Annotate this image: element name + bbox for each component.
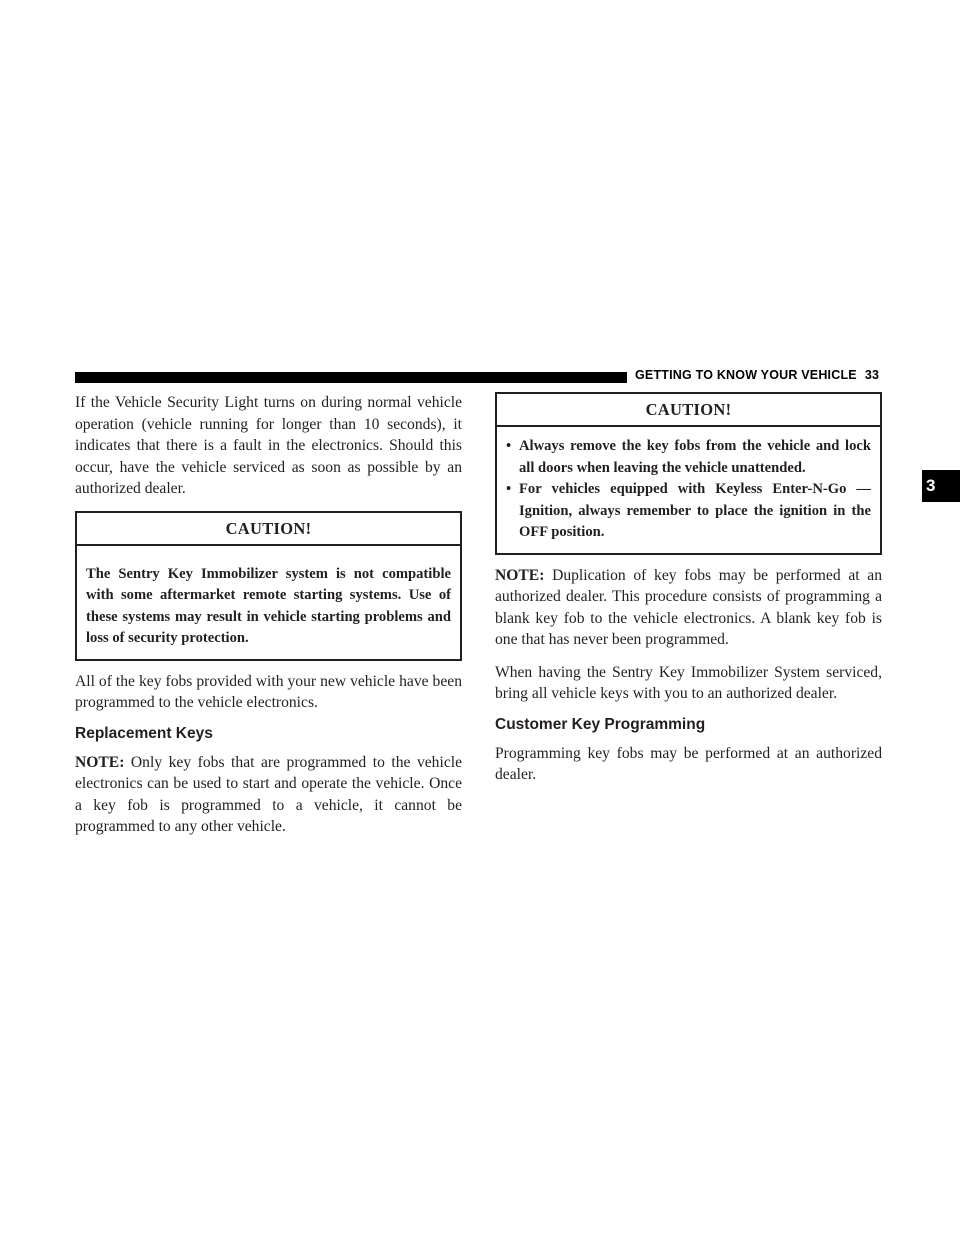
customer-programming-paragraph: Programming key fobs may be performed at an authorized dealer. <box>495 744 882 783</box>
caution-box-immobilizer <box>75 511 462 661</box>
note-text: Duplication of key fobs may be performed at an authorized dealer. This procedure consists of programming a blank key fob to the vehicle electronics. A blank key fob is one that has never been programmed. <box>495 566 882 648</box>
duplication-note <box>495 565 882 651</box>
note-label: NOTE: <box>75 753 125 771</box>
section-title: GETTING TO KNOW YOUR VEHICLE <box>635 368 857 382</box>
caution-text: The Sentry Key Immobilizer system is not compatible with some aftermarket remote starting systems. Use of these systems may result in vehicle starting problems and loss of security protection. <box>86 565 451 646</box>
caution-list <box>506 436 871 544</box>
replacement-note <box>75 752 462 838</box>
running-header <box>635 368 879 382</box>
chapter-tab: 3 <box>922 470 960 502</box>
caution-list-item: • Always remove the key fobs from the vehicle and lock all doors when leaving the vehicle unattended. <box>506 436 871 479</box>
customer-key-programming-heading: Customer Key Programming <box>495 715 706 733</box>
right-column <box>495 392 882 797</box>
header-rule <box>75 372 627 383</box>
note-label: NOTE: <box>495 566 545 584</box>
replacement-keys-heading: Replacement Keys <box>75 724 213 742</box>
fobs-programmed-paragraph: All of the key fobs provided with your new vehicle have been programmed to the vehicle electronics. <box>75 672 462 711</box>
left-column <box>75 392 462 849</box>
caution-list-item: • For vehicles equipped with Keyless Enter-N-Go — Ignition, always remember to place the ignition in the OFF position. <box>506 479 871 544</box>
caution-heading: CAUTION! <box>497 394 880 427</box>
security-light-paragraph: If the Vehicle Security Light turns on during normal vehicle operation (vehicle running for longer than 10 seconds), it indicates that there is a fault in the electronics. Should this occur, have the vehicle serviced as soon as possible by an authorized dealer. <box>75 394 462 497</box>
note-text: Only key fobs that are programmed to the vehicle electronics can be used to start and operate the vehicle. Once a key fob is programmed to a vehicle, it cannot be programmed to any other vehicle. <box>75 753 462 835</box>
page-number: 33 <box>864 368 880 382</box>
caution-heading: CAUTION! <box>77 513 460 546</box>
caution-box-key-fobs <box>495 392 882 555</box>
service-paragraph: When having the Sentry Key Immobilizer System serviced, bring all vehicle keys with you to an authorized dealer. <box>495 663 882 702</box>
caution-body <box>497 427 880 553</box>
